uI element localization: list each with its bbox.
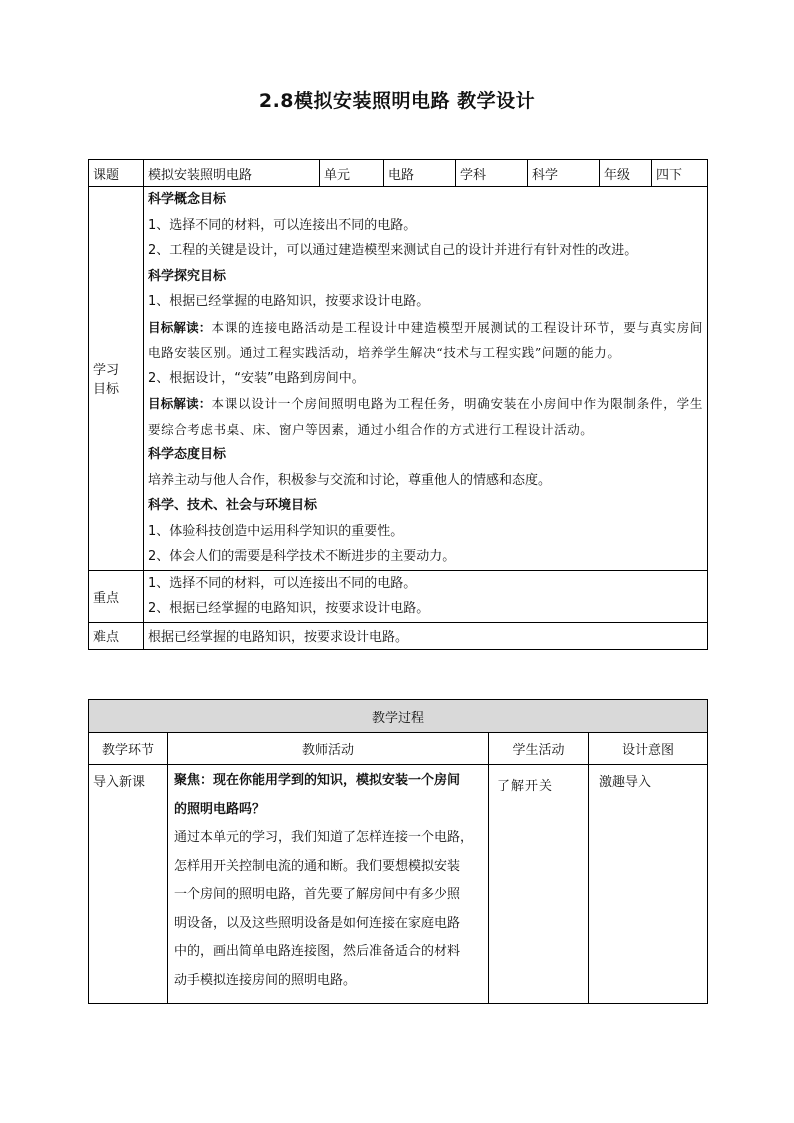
interpretation-1-label: 目标解读： — [148, 319, 212, 335]
process-heading: 教学过程 — [89, 700, 708, 733]
key-point-1: 1、选择不同的材料，可以连接出不同的电路。 — [148, 575, 417, 591]
process-heading-row — [89, 700, 708, 733]
interpretation-2-text: 本课以设计一个房间照明电路为工程任务，明确安装在小房间中作为限制条件，学生要综合考虑书桌、床、窗户等因素，通过小组合作的方式进行工程设计活动。 — [148, 396, 703, 437]
unit-label: 单元 — [320, 160, 384, 187]
goals-content — [144, 187, 708, 571]
unit-value: 电路 — [384, 160, 456, 187]
page-title: 2.8模拟安装照明电路 教学设计 — [258, 90, 536, 112]
focus-question-line-1: 聚焦：现在你能用学到的知识，模拟安装一个房间 — [174, 773, 461, 788]
intent-cell: 激趣导入 — [589, 765, 708, 1004]
concept-item-2: 2、工程的关键是设计，可以通过建造模型来测试自己的设计并进行有针对性的改进。 — [148, 243, 638, 258]
key-points-label: 重点 — [89, 570, 144, 622]
subject-value: 科学 — [528, 160, 600, 187]
attitude-heading: 科学态度目标 — [148, 447, 227, 462]
topic-label: 课题 — [89, 160, 144, 187]
key-point-2: 2、根据已经掌握的电路知识，按要求设计电路。 — [148, 601, 430, 616]
teacher-line-4: 明设备，以及这些照明设备是如何连接在家庭电路 — [174, 915, 461, 931]
goals-label-line1: 学习 — [93, 363, 120, 379]
grade-label: 年级 — [600, 160, 652, 187]
stage-cell: 导入新课 — [89, 765, 168, 1004]
difficulties-label: 难点 — [89, 622, 144, 649]
teacher-line-2: 怎样用开关控制电流的通和断。我们要想模拟安装 — [174, 858, 461, 874]
inquiry-item-1: 1、根据已经掌握的电路知识，按要求设计电路。 — [148, 294, 430, 309]
col-intent: 设计意图 — [589, 733, 708, 765]
interpretation-2-label: 目标解读： — [148, 396, 212, 411]
subject-label: 学科 — [456, 160, 528, 187]
key-points-content — [144, 570, 708, 622]
concept-item-1: 1、选择不同的材料，可以连接出不同的电路。 — [148, 217, 417, 233]
col-student: 学生活动 — [489, 733, 589, 765]
key-points-row — [89, 570, 708, 622]
col-teacher: 教师活动 — [168, 733, 489, 765]
teacher-line-1: 通过本单元的学习，我们知道了怎样连接一个电路， — [174, 830, 474, 845]
stse-item-1: 1、体验科技创造中运用科学知识的重要性。 — [148, 523, 404, 539]
header-row — [89, 160, 708, 187]
teacher-line-5: 中的，画出简单电路连接图，然后准备适合的材料 — [174, 944, 461, 959]
process-row-intro — [89, 765, 708, 1004]
goals-label-line2: 目标 — [93, 382, 120, 398]
topic-value: 模拟安装照明电路 — [144, 160, 320, 187]
lesson-info-table — [88, 159, 708, 650]
inquiry-heading: 科学探究目标 — [148, 268, 227, 284]
teacher-cell — [168, 765, 489, 1004]
interpretation-1-text: 本课的连接电路活动是工程设计中建造模型开展测试的工程设计环节，要与真实房间电路安装区别。通过工程实践活动，培养学生解决“技术与工程实践”问题的能力。 — [148, 319, 703, 360]
process-columns-row — [89, 733, 708, 765]
teacher-line-3: 一个房间的照明电路，首先要了解房间中有多少照 — [174, 887, 461, 902]
student-cell: 了解开关 — [489, 765, 589, 1004]
col-stage: 教学环节 — [89, 733, 168, 765]
difficulties-row — [89, 622, 708, 649]
goals-row — [89, 187, 708, 571]
inquiry-item-2: 2、根据设计，“安装”电路到房间中。 — [148, 370, 365, 386]
focus-question-line-2: 的照明电路吗？ — [174, 801, 266, 817]
stse-heading: 科学、技术、社会与环境目标 — [148, 498, 318, 513]
goals-label — [89, 187, 144, 571]
stse-item-2: 2、体会人们的需要是科学技术不断进步的主要动力。 — [148, 549, 456, 564]
grade-value: 四下 — [652, 160, 708, 187]
attitude-item-1: 培养主动与他人合作，积极参与交流和讨论，尊重他人的情感和态度。 — [148, 472, 552, 488]
process-table — [88, 699, 708, 1004]
teacher-line-6: 动手模拟连接房间的照明电路。 — [174, 972, 357, 988]
interpretation-2 — [148, 391, 703, 442]
interpretation-1 — [148, 315, 703, 366]
concept-heading: 科学概念目标 — [148, 192, 227, 207]
difficulty-1: 根据已经掌握的电路知识，按要求设计电路。 — [144, 622, 708, 649]
